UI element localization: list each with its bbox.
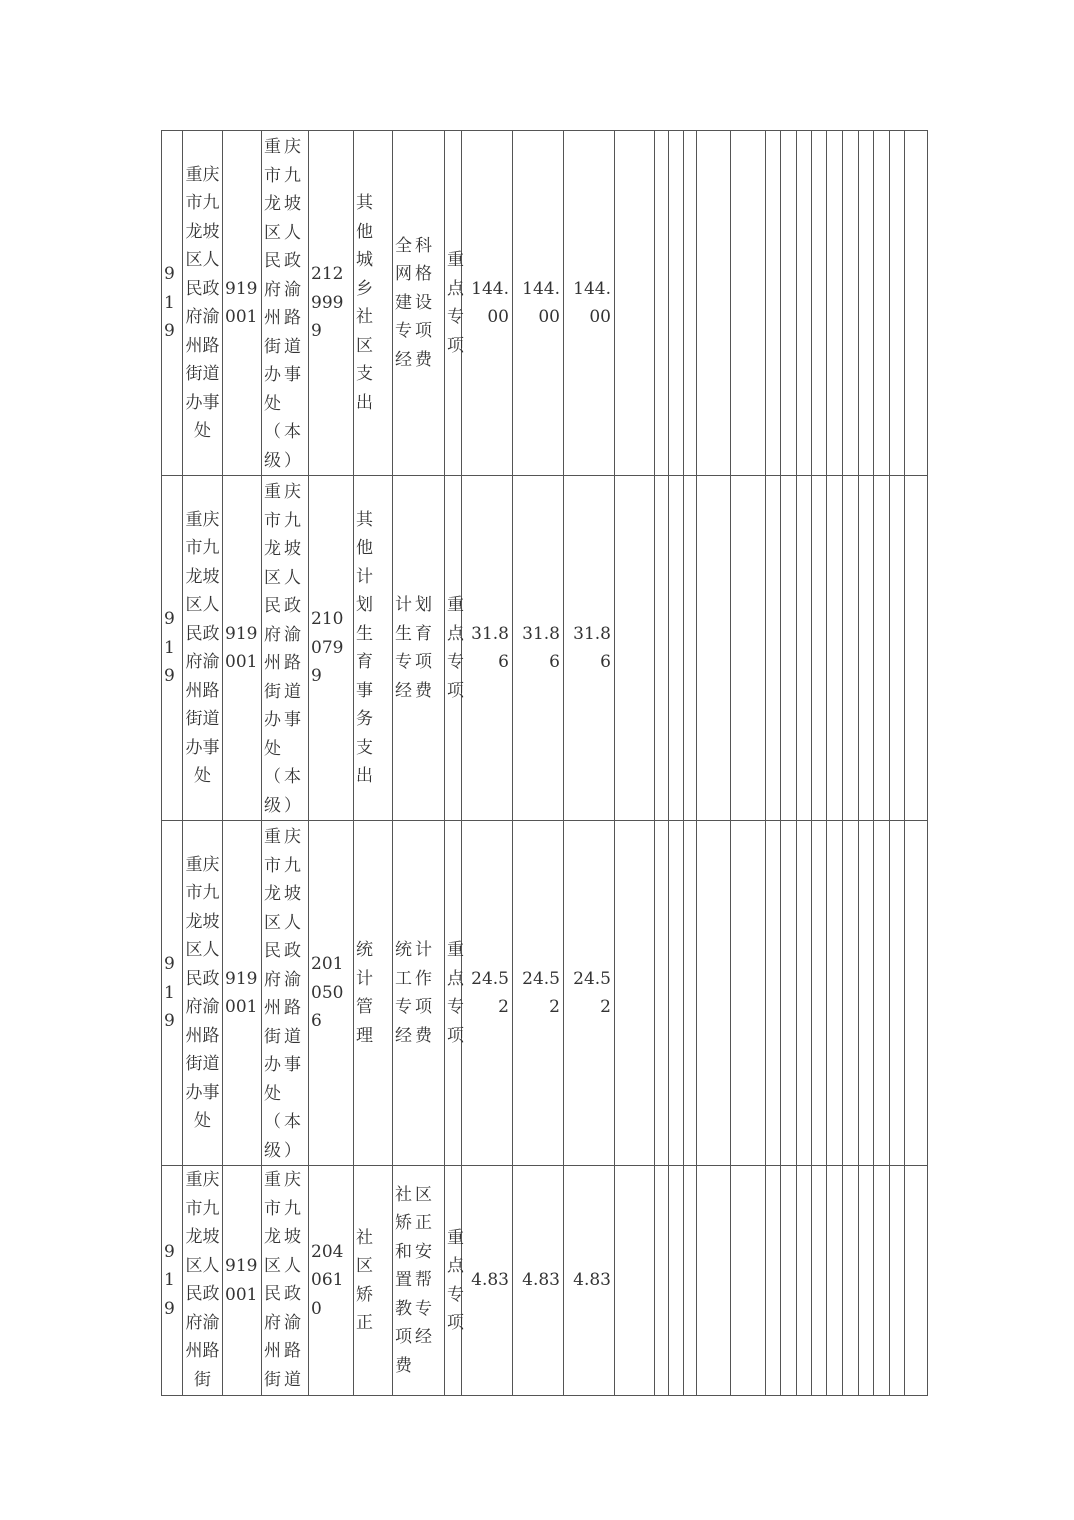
table-row: [162, 821, 928, 1166]
project-type-cell: 重点专项: [445, 821, 462, 1166]
empty-cell: [669, 1166, 684, 1396]
subject-name-cell: 统计管理: [354, 821, 393, 1166]
empty-cell: [615, 476, 655, 821]
empty-cell: [669, 476, 684, 821]
subject-name-cell: 其他城乡社区支出: [354, 131, 393, 476]
empty-cell: [905, 1166, 928, 1396]
project-name-cell: 全科网格建设专项经费: [393, 131, 445, 476]
empty-cell: [859, 131, 874, 476]
empty-cell: [905, 476, 928, 821]
empty-cell: [812, 476, 827, 821]
empty-cell: [827, 131, 843, 476]
empty-cell: [890, 476, 905, 821]
budget-unit-cell: 重庆市九龙坡区人民政府渝州路街道办事处（本级）: [262, 821, 309, 1166]
code-cell: 919001: [223, 821, 262, 1166]
empty-cell: [615, 821, 655, 1166]
amount-cell: 4.83: [462, 1166, 513, 1396]
amount-cell: 24.52: [513, 821, 564, 1166]
amount-cell: 144.00: [462, 131, 513, 476]
unit-cell: 重庆市九龙坡区人民政府渝州路街道办事处: [183, 476, 223, 821]
empty-cell: [797, 131, 812, 476]
empty-cell: [827, 821, 843, 1166]
empty-cell: [812, 131, 827, 476]
empty-cell: [669, 131, 684, 476]
subject-code-cell: 2129999: [309, 131, 354, 476]
empty-cell: [766, 131, 781, 476]
empty-cell: [797, 1166, 812, 1396]
empty-cell: [843, 1166, 859, 1396]
empty-cell: [859, 476, 874, 821]
amount-cell: 24.52: [462, 821, 513, 1166]
empty-cell: [827, 476, 843, 821]
table-row: [162, 131, 928, 476]
empty-cell: [697, 131, 731, 476]
code-cell: 919001: [223, 476, 262, 821]
table-row: [162, 476, 928, 821]
budget-unit-cell: 重庆市九龙坡区人民政府渝州路街道办事处（本级）: [262, 476, 309, 821]
project-type-cell: 重点专项: [445, 1166, 462, 1396]
unit-cell: 重庆市九龙坡区人民政府渝州路街道办事处: [183, 821, 223, 1166]
seq-cell: 919: [162, 821, 183, 1166]
empty-cell: [874, 476, 890, 821]
empty-cell: [731, 1166, 766, 1396]
empty-cell: [812, 1166, 827, 1396]
amount-cell: 24.52: [564, 821, 615, 1166]
empty-cell: [890, 1166, 905, 1396]
empty-cell: [859, 1166, 874, 1396]
empty-cell: [843, 821, 859, 1166]
budget-unit-cell: 重庆市九龙坡区人民政府渝州路街道办事处（本级）: [262, 131, 309, 476]
empty-cell: [684, 131, 697, 476]
empty-cell: [874, 1166, 890, 1396]
empty-cell: [766, 821, 781, 1166]
table-row: [162, 1166, 928, 1396]
empty-cell: [781, 1166, 797, 1396]
empty-cell: [843, 476, 859, 821]
project-type-cell: 重点专项: [445, 476, 462, 821]
empty-cell: [697, 476, 731, 821]
empty-cell: [684, 821, 697, 1166]
subject-code-cell: 2010506: [309, 821, 354, 1166]
project-name-cell: 统计工作专项经费: [393, 821, 445, 1166]
empty-cell: [827, 1166, 843, 1396]
empty-cell: [874, 131, 890, 476]
empty-cell: [766, 1166, 781, 1396]
unit-cell: 重庆市九龙坡区人民政府渝州路街道办事处: [183, 131, 223, 476]
empty-cell: [812, 821, 827, 1166]
unit-cell: 重庆市九龙坡区人民政府渝州路街: [183, 1166, 223, 1396]
empty-cell: [684, 1166, 697, 1396]
empty-cell: [669, 821, 684, 1166]
empty-cell: [843, 131, 859, 476]
amount-cell: 144.00: [513, 131, 564, 476]
project-name-cell: 社区矫正和安置帮教专项经费: [393, 1166, 445, 1396]
subject-code-cell: 2100799: [309, 476, 354, 821]
amount-cell: 4.83: [564, 1166, 615, 1396]
empty-cell: [655, 1166, 669, 1396]
empty-cell: [697, 1166, 731, 1396]
seq-cell: 919: [162, 476, 183, 821]
empty-cell: [731, 131, 766, 476]
project-type-cell: 重点专项: [445, 131, 462, 476]
empty-cell: [615, 131, 655, 476]
empty-cell: [797, 821, 812, 1166]
empty-cell: [781, 131, 797, 476]
empty-cell: [797, 476, 812, 821]
empty-cell: [859, 821, 874, 1166]
project-name-cell: 计划生育专项经费: [393, 476, 445, 821]
subject-name-cell: 其他计划生育事务支出: [354, 476, 393, 821]
budget-unit-cell: 重庆市九龙坡区人民政府渝州路街道: [262, 1166, 309, 1396]
empty-cell: [697, 821, 731, 1166]
amount-cell: 31.86: [513, 476, 564, 821]
empty-cell: [655, 131, 669, 476]
seq-cell: 919: [162, 131, 183, 476]
empty-cell: [731, 821, 766, 1166]
empty-cell: [905, 131, 928, 476]
seq-cell: 919: [162, 1166, 183, 1396]
code-cell: 919001: [223, 1166, 262, 1396]
empty-cell: [615, 1166, 655, 1396]
empty-cell: [890, 131, 905, 476]
empty-cell: [655, 821, 669, 1166]
empty-cell: [684, 476, 697, 821]
empty-cell: [905, 821, 928, 1166]
budget-table: [161, 130, 928, 1396]
subject-code-cell: 2040610: [309, 1166, 354, 1396]
subject-name-cell: 社区矫正: [354, 1166, 393, 1396]
empty-cell: [781, 476, 797, 821]
amount-cell: 144.00: [564, 131, 615, 476]
amount-cell: 4.83: [513, 1166, 564, 1396]
empty-cell: [731, 476, 766, 821]
amount-cell: 31.86: [564, 476, 615, 821]
empty-cell: [655, 476, 669, 821]
empty-cell: [874, 821, 890, 1166]
empty-cell: [890, 821, 905, 1166]
empty-cell: [766, 476, 781, 821]
empty-cell: [781, 821, 797, 1166]
code-cell: 919001: [223, 131, 262, 476]
amount-cell: 31.86: [462, 476, 513, 821]
